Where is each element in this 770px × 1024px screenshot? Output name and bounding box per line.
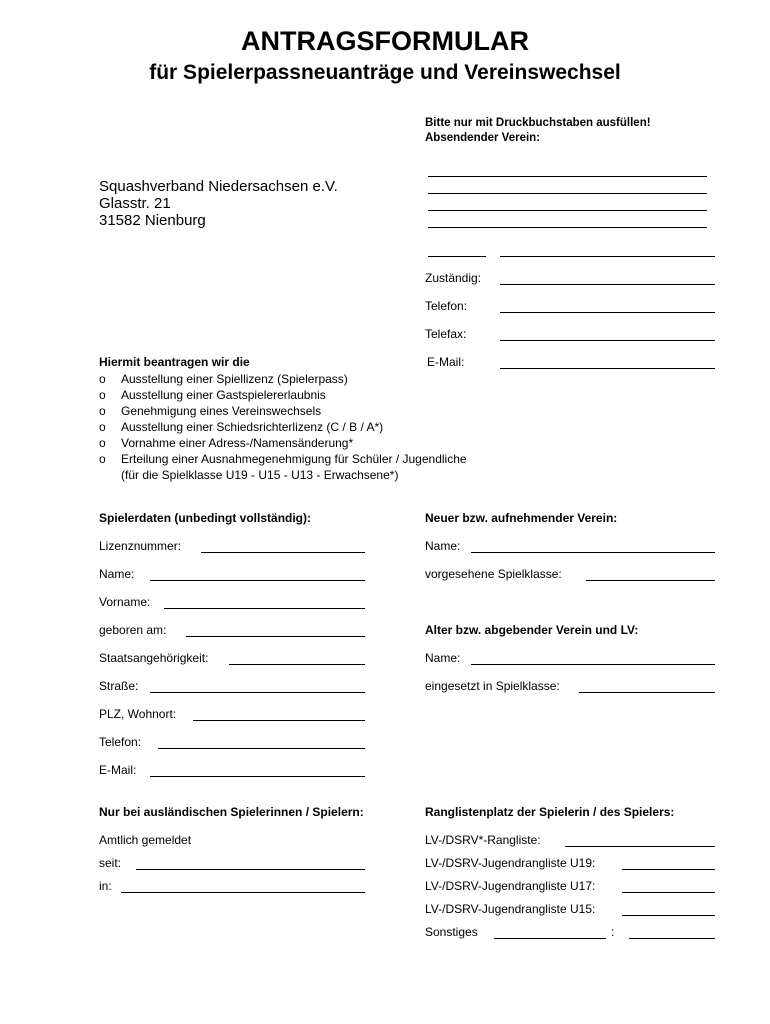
option-address-change[interactable] [99,435,353,451]
new-club-class-field[interactable] [586,580,715,581]
born-label: geboren am: [99,623,167,637]
option-club-change[interactable] [99,403,321,419]
option-guest-permit[interactable] [99,387,326,403]
sender-zip-line[interactable] [428,256,486,257]
option-label: Ausstellung einer Schiedsrichterlizenz (C / B / A*) [121,420,384,434]
form-subtitle: für Spielerpassneuanträge und Vereinswechsel [149,61,621,84]
street-field[interactable] [150,692,365,693]
option-checkbox[interactable]: o [99,420,106,434]
option-checkbox[interactable]: o [99,452,106,466]
sender-city-line[interactable] [500,256,715,257]
recipient-name: Squashverband Niedersachsen e.V. [99,178,338,195]
nationality-field[interactable] [229,664,365,665]
in-label: in: [99,879,112,893]
player-phone-label: Telefon: [99,735,142,749]
u15-rank-field[interactable] [622,915,715,916]
lv-rank-label: LV-/DSRV*-Rangliste: [425,833,541,847]
option-exception-permit[interactable] [99,451,467,467]
option-label: Ausstellung einer Gastspielererlaubnis [121,388,326,402]
since-label: seit: [99,856,122,870]
u17-rank-field[interactable] [622,892,715,893]
u17-rank-label: LV-/DSRV-Jugendrangliste U17: [425,879,596,893]
player-heading: Spielerdaten (unbedingt vollständig): [99,511,312,525]
since-field[interactable] [136,869,365,870]
player-email-field[interactable] [150,776,365,777]
new-club-name-field[interactable] [471,552,715,553]
new-club-class-label: vorgesehene Spielklasse: [425,567,562,581]
other-rank-label: Sonstiges [425,925,478,939]
email-field[interactable] [500,368,715,369]
option-checkbox[interactable]: o [99,388,106,402]
option-label: Vornahme einer Adress-/Namensänderung* [121,436,354,450]
firstname-label: Vorname: [99,595,151,609]
u19-rank-field[interactable] [622,869,715,870]
option-label: Genehmigung eines Vereinswechsels [121,404,322,418]
old-club-name-label: Name: [425,651,461,665]
player-name-field[interactable] [150,580,365,581]
old-club-heading: Alter bzw. abgebender Verein und LV: [425,623,639,637]
phone-field[interactable] [500,312,715,313]
nationality-label: Staatsangehörigkeit: [99,651,209,665]
license-label: Lizenznummer: [99,539,182,553]
ranking-heading: Ranglistenplatz der Spielerin / des Spielers: [425,805,675,819]
email-label: E-Mail: [427,355,465,369]
zip-field[interactable] [193,720,365,721]
option-label: Erteilung einer Ausnahmegenehmigung für Schüler / Jugendliche [121,452,467,466]
street-label: Straße: [99,679,139,693]
lv-rank-field[interactable] [565,846,715,847]
sender-line-1[interactable] [428,176,707,177]
old-club-name-field[interactable] [471,664,715,665]
sender-line-3[interactable] [428,210,707,211]
player-email-label: E-Mail: [99,763,137,777]
instruction-text: Bitte nur mit Druckbuchstaben ausfüllen! [425,117,651,129]
foreign-heading: Nur bei ausländischen Spielerinnen / Spielern: [99,805,364,819]
u19-rank-label: LV-/DSRV-Jugendrangliste U19: [425,856,596,870]
zip-label: PLZ, Wohnort: [99,707,177,721]
recipient-city: 31582 Nienburg [99,212,206,229]
player-phone-field[interactable] [158,748,365,749]
other-rank-value-field[interactable] [629,938,715,939]
option-label: Ausstellung einer Spiellizenz (Spielerpass) [121,372,348,386]
sender-line-4[interactable] [428,227,707,228]
fax-field[interactable] [500,340,715,341]
sender-line-2[interactable] [428,193,707,194]
fax-label: Telefax: [425,327,467,341]
option-referee-license[interactable] [99,419,383,435]
other-rank-name-field[interactable] [494,938,606,939]
phone-label: Telefon: [425,299,468,313]
player-name-label: Name: [99,567,135,581]
new-club-heading: Neuer bzw. aufnehmender Verein: [425,511,618,525]
option-checkbox[interactable]: o [99,372,106,386]
old-club-class-label: eingesetzt in Spielklasse: [425,679,560,693]
responsible-field[interactable] [500,284,715,285]
recipient-street: Glasstr. 21 [99,195,171,212]
u15-rank-label: LV-/DSRV-Jugendrangliste U15: [425,902,596,916]
registered-label: Amtlich gemeldet [99,833,192,847]
option-note: (für die Spielklasse U19 - U15 - U13 - Erwachsene*) [121,468,399,482]
option-player-license[interactable] [99,371,348,387]
other-rank-colon: : [611,925,615,939]
responsible-label: Zuständig: [425,271,482,285]
license-field[interactable] [201,552,365,553]
form-title: ANTRAGSFORMULAR [241,26,529,56]
request-heading: Hiermit beantragen wir die [99,355,250,369]
sender-label: Absendender Verein: [425,132,541,144]
new-club-name-label: Name: [425,539,461,553]
old-club-class-field[interactable] [579,692,715,693]
firstname-field[interactable] [164,608,365,609]
option-checkbox[interactable]: o [99,404,106,418]
option-checkbox[interactable]: o [99,436,106,450]
born-field[interactable] [186,636,365,637]
in-field[interactable] [121,892,365,893]
